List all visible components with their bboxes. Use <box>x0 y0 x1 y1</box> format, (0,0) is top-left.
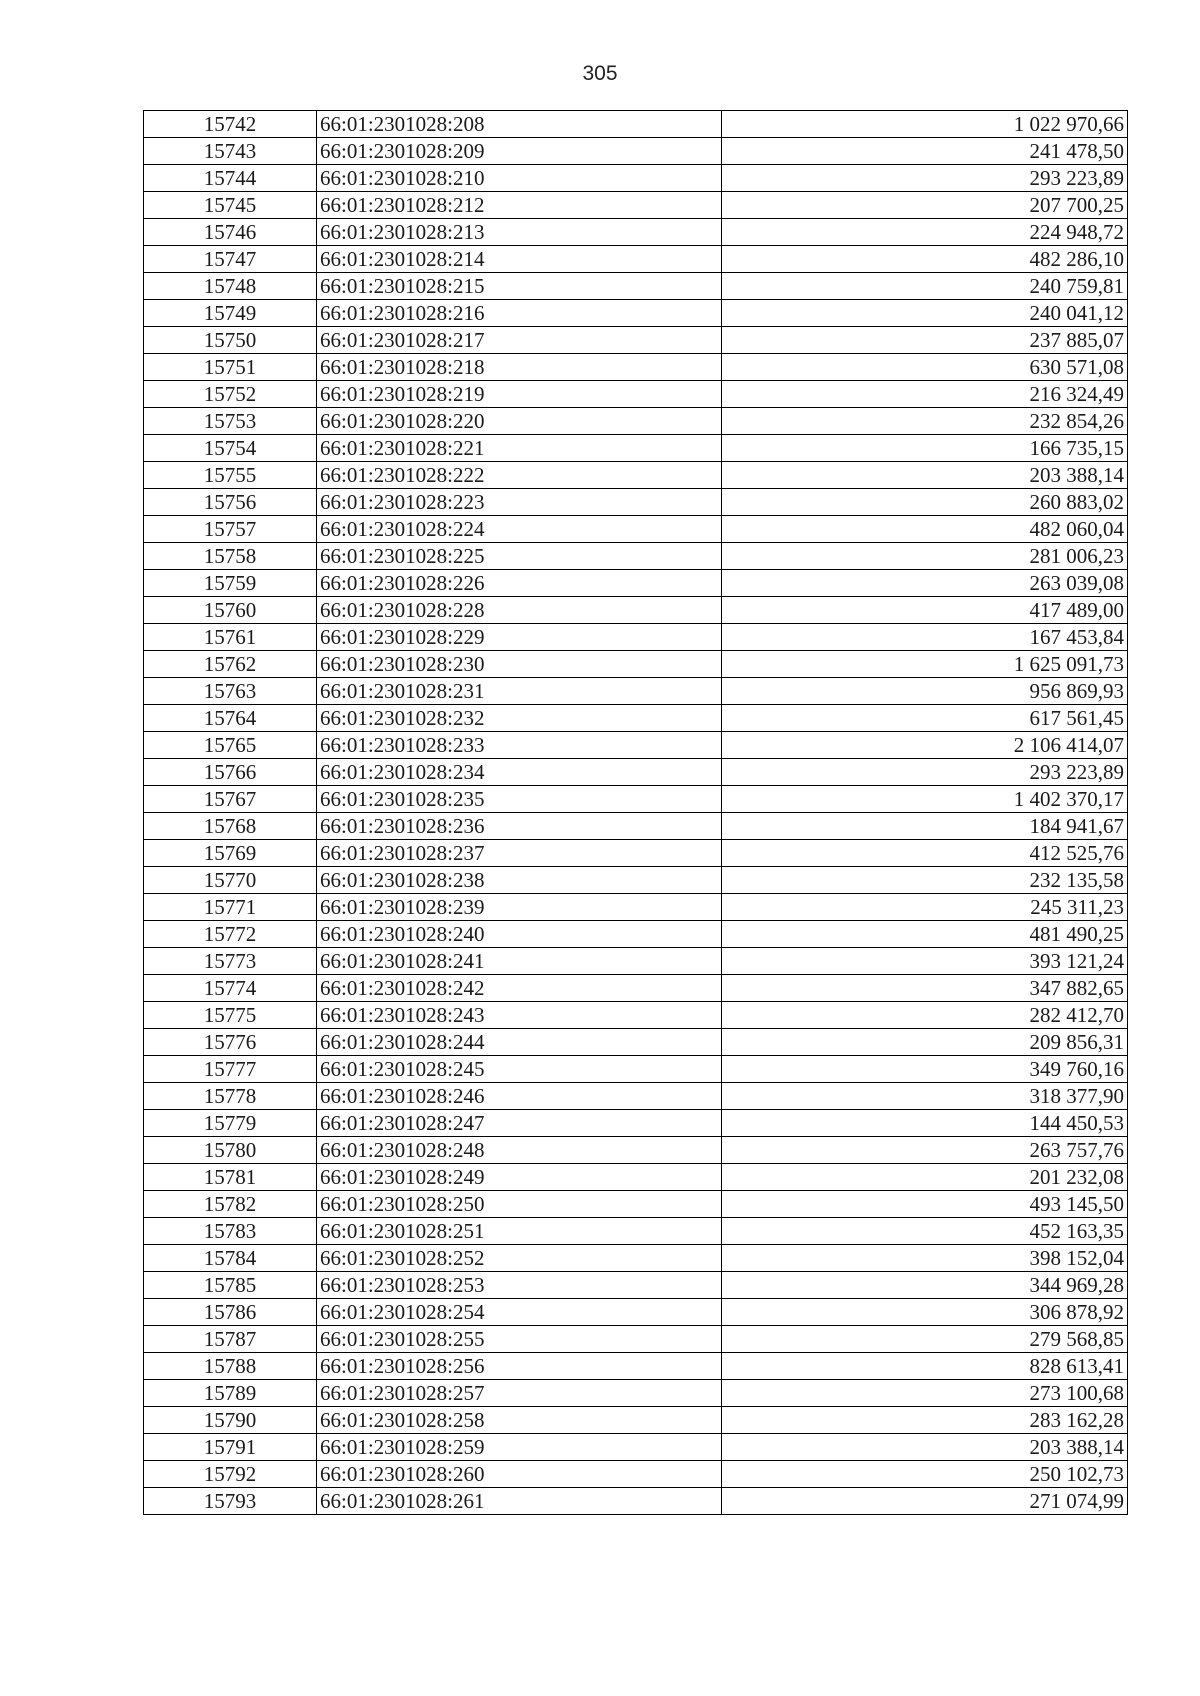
table-row <box>144 651 1128 678</box>
table-row <box>144 894 1128 921</box>
value-cell: 166 735,15 <box>722 435 1128 462</box>
row-number-cell: 15793 <box>144 1488 317 1515</box>
cadastral-number-cell: 66:01:2301028:236 <box>317 813 722 840</box>
table-row <box>144 921 1128 948</box>
table-row <box>144 462 1128 489</box>
row-number-cell: 15781 <box>144 1164 317 1191</box>
row-number-cell: 15769 <box>144 840 317 867</box>
table-row <box>144 354 1128 381</box>
row-number-cell: 15766 <box>144 759 317 786</box>
cadastral-number-cell: 66:01:2301028:260 <box>317 1461 722 1488</box>
cadastral-number-cell: 66:01:2301028:255 <box>317 1326 722 1353</box>
row-number-cell: 15752 <box>144 381 317 408</box>
table-row <box>144 1353 1128 1380</box>
value-cell: 144 450,53 <box>722 1110 1128 1137</box>
table-row <box>144 489 1128 516</box>
row-number-cell: 15779 <box>144 1110 317 1137</box>
value-cell: 482 060,04 <box>722 516 1128 543</box>
row-number-cell: 15748 <box>144 273 317 300</box>
cadastral-number-cell: 66:01:2301028:220 <box>317 408 722 435</box>
value-cell: 318 377,90 <box>722 1083 1128 1110</box>
row-number-cell: 15742 <box>144 111 317 138</box>
cadastral-number-cell: 66:01:2301028:209 <box>317 138 722 165</box>
cadastral-number-cell: 66:01:2301028:238 <box>317 867 722 894</box>
cadastral-number-cell: 66:01:2301028:261 <box>317 1488 722 1515</box>
table-row <box>144 759 1128 786</box>
value-cell: 417 489,00 <box>722 597 1128 624</box>
row-number-cell: 15744 <box>144 165 317 192</box>
table-row <box>144 732 1128 759</box>
cadastral-number-cell: 66:01:2301028:213 <box>317 219 722 246</box>
cadastral-number-cell: 66:01:2301028:223 <box>317 489 722 516</box>
table-row <box>144 867 1128 894</box>
row-number-cell: 15761 <box>144 624 317 651</box>
table-row <box>144 111 1128 138</box>
value-cell: 398 152,04 <box>722 1245 1128 1272</box>
value-cell: 283 162,28 <box>722 1407 1128 1434</box>
row-number-cell: 15782 <box>144 1191 317 1218</box>
table-row <box>144 1218 1128 1245</box>
value-cell: 260 883,02 <box>722 489 1128 516</box>
table-row <box>144 1002 1128 1029</box>
row-number-cell: 15767 <box>144 786 317 813</box>
cadastral-number-cell: 66:01:2301028:225 <box>317 543 722 570</box>
row-number-cell: 15757 <box>144 516 317 543</box>
row-number-cell: 15755 <box>144 462 317 489</box>
cadastral-number-cell: 66:01:2301028:249 <box>317 1164 722 1191</box>
row-number-cell: 15780 <box>144 1137 317 1164</box>
table-row <box>144 138 1128 165</box>
cadastral-number-cell: 66:01:2301028:222 <box>317 462 722 489</box>
table-row <box>144 408 1128 435</box>
cadastral-number-cell: 66:01:2301028:234 <box>317 759 722 786</box>
value-cell: 293 223,89 <box>722 759 1128 786</box>
row-number-cell: 15792 <box>144 1461 317 1488</box>
cadastral-number-cell: 66:01:2301028:244 <box>317 1029 722 1056</box>
value-cell: 207 700,25 <box>722 192 1128 219</box>
table-row <box>144 705 1128 732</box>
cadastral-number-cell: 66:01:2301028:228 <box>317 597 722 624</box>
value-cell: 203 388,14 <box>722 462 1128 489</box>
row-number-cell: 15785 <box>144 1272 317 1299</box>
row-number-cell: 15770 <box>144 867 317 894</box>
row-number-cell: 15777 <box>144 1056 317 1083</box>
value-cell: 201 232,08 <box>722 1164 1128 1191</box>
table-row <box>144 165 1128 192</box>
cadastral-number-cell: 66:01:2301028:214 <box>317 246 722 273</box>
value-cell: 263 757,76 <box>722 1137 1128 1164</box>
value-cell: 263 039,08 <box>722 570 1128 597</box>
cadastral-number-cell: 66:01:2301028:257 <box>317 1380 722 1407</box>
table-row <box>144 1380 1128 1407</box>
table-row <box>144 1110 1128 1137</box>
table-row <box>144 1056 1128 1083</box>
cadastral-number-cell: 66:01:2301028:218 <box>317 354 722 381</box>
value-cell: 630 571,08 <box>722 354 1128 381</box>
table-row <box>144 948 1128 975</box>
value-cell: 412 525,76 <box>722 840 1128 867</box>
cadastral-number-cell: 66:01:2301028:212 <box>317 192 722 219</box>
value-cell: 452 163,35 <box>722 1218 1128 1245</box>
cadastral-number-cell: 66:01:2301028:240 <box>317 921 722 948</box>
cadastral-number-cell: 66:01:2301028:215 <box>317 273 722 300</box>
row-number-cell: 15789 <box>144 1380 317 1407</box>
row-number-cell: 15750 <box>144 327 317 354</box>
table-row <box>144 381 1128 408</box>
value-cell: 203 388,14 <box>722 1434 1128 1461</box>
table-row <box>144 1272 1128 1299</box>
table-row <box>144 1326 1128 1353</box>
value-cell: 216 324,49 <box>722 381 1128 408</box>
table-row <box>144 813 1128 840</box>
cadastral-number-cell: 66:01:2301028:230 <box>317 651 722 678</box>
row-number-cell: 15765 <box>144 732 317 759</box>
table-row <box>144 1029 1128 1056</box>
row-number-cell: 15749 <box>144 300 317 327</box>
value-cell: 279 568,85 <box>722 1326 1128 1353</box>
value-cell: 232 135,58 <box>722 867 1128 894</box>
cadastral-number-cell: 66:01:2301028:250 <box>317 1191 722 1218</box>
value-cell: 956 869,93 <box>722 678 1128 705</box>
table-row <box>144 597 1128 624</box>
row-number-cell: 15783 <box>144 1218 317 1245</box>
table-row <box>144 543 1128 570</box>
value-cell: 224 948,72 <box>722 219 1128 246</box>
value-cell: 281 006,23 <box>722 543 1128 570</box>
value-cell: 349 760,16 <box>722 1056 1128 1083</box>
row-number-cell: 15787 <box>144 1326 317 1353</box>
cadastral-number-cell: 66:01:2301028:239 <box>317 894 722 921</box>
row-number-cell: 15778 <box>144 1083 317 1110</box>
value-cell: 209 856,31 <box>722 1029 1128 1056</box>
row-number-cell: 15771 <box>144 894 317 921</box>
cadastral-number-cell: 66:01:2301028:256 <box>317 1353 722 1380</box>
row-number-cell: 15776 <box>144 1029 317 1056</box>
row-number-cell: 15784 <box>144 1245 317 1272</box>
row-number-cell: 15773 <box>144 948 317 975</box>
row-number-cell: 15791 <box>144 1434 317 1461</box>
cadastral-number-cell: 66:01:2301028:208 <box>317 111 722 138</box>
row-number-cell: 15747 <box>144 246 317 273</box>
table-row <box>144 192 1128 219</box>
value-cell: 232 854,26 <box>722 408 1128 435</box>
table-body <box>144 111 1128 1515</box>
page-number: 305 <box>582 62 618 85</box>
cadastral-number-cell: 66:01:2301028:229 <box>317 624 722 651</box>
cadastral-number-cell: 66:01:2301028:247 <box>317 1110 722 1137</box>
cadastral-number-cell: 66:01:2301028:226 <box>317 570 722 597</box>
row-number-cell: 15758 <box>144 543 317 570</box>
row-number-cell: 15746 <box>144 219 317 246</box>
row-number-cell: 15764 <box>144 705 317 732</box>
row-number-cell: 15760 <box>144 597 317 624</box>
cadastral-number-cell: 66:01:2301028:232 <box>317 705 722 732</box>
table-row <box>144 435 1128 462</box>
table-row <box>144 624 1128 651</box>
cadastral-number-cell: 66:01:2301028:246 <box>317 1083 722 1110</box>
row-number-cell: 15751 <box>144 354 317 381</box>
table-row <box>144 1407 1128 1434</box>
table-row <box>144 1137 1128 1164</box>
value-cell: 241 478,50 <box>722 138 1128 165</box>
value-cell: 393 121,24 <box>722 948 1128 975</box>
value-cell: 282 412,70 <box>722 1002 1128 1029</box>
value-cell: 293 223,89 <box>722 165 1128 192</box>
table-row <box>144 678 1128 705</box>
table-row <box>144 273 1128 300</box>
row-number-cell: 15763 <box>144 678 317 705</box>
row-number-cell: 15753 <box>144 408 317 435</box>
row-number-cell: 15768 <box>144 813 317 840</box>
value-cell: 167 453,84 <box>722 624 1128 651</box>
value-cell: 237 885,07 <box>722 327 1128 354</box>
value-cell: 250 102,73 <box>722 1461 1128 1488</box>
row-number-cell: 15772 <box>144 921 317 948</box>
cadastral-number-cell: 66:01:2301028:251 <box>317 1218 722 1245</box>
value-cell: 1 625 091,73 <box>722 651 1128 678</box>
table-row <box>144 1299 1128 1326</box>
value-cell: 828 613,41 <box>722 1353 1128 1380</box>
cadastral-number-cell: 66:01:2301028:245 <box>317 1056 722 1083</box>
row-number-cell: 15756 <box>144 489 317 516</box>
table-row <box>144 1488 1128 1515</box>
cadastral-number-cell: 66:01:2301028:217 <box>317 327 722 354</box>
table-row <box>144 300 1128 327</box>
table-row <box>144 219 1128 246</box>
table-row <box>144 327 1128 354</box>
value-cell: 482 286,10 <box>722 246 1128 273</box>
cadastral-number-cell: 66:01:2301028:258 <box>317 1407 722 1434</box>
cadastral-number-cell: 66:01:2301028:237 <box>317 840 722 867</box>
table-row <box>144 1191 1128 1218</box>
table-row <box>144 1245 1128 1272</box>
cadastral-number-cell: 66:01:2301028:231 <box>317 678 722 705</box>
value-cell: 240 041,12 <box>722 300 1128 327</box>
value-cell: 344 969,28 <box>722 1272 1128 1299</box>
table-row <box>144 1434 1128 1461</box>
cadastral-number-cell: 66:01:2301028:259 <box>317 1434 722 1461</box>
cadastral-number-cell: 66:01:2301028:248 <box>317 1137 722 1164</box>
cadastral-value-table <box>143 110 1128 1515</box>
cadastral-number-cell: 66:01:2301028:243 <box>317 1002 722 1029</box>
table-row <box>144 516 1128 543</box>
row-number-cell: 15743 <box>144 138 317 165</box>
table-row <box>144 840 1128 867</box>
value-cell: 240 759,81 <box>722 273 1128 300</box>
table-row <box>144 786 1128 813</box>
cadastral-number-cell: 66:01:2301028:254 <box>317 1299 722 1326</box>
value-cell: 306 878,92 <box>722 1299 1128 1326</box>
table-row <box>144 1083 1128 1110</box>
value-cell: 184 941,67 <box>722 813 1128 840</box>
value-cell: 245 311,23 <box>722 894 1128 921</box>
value-cell: 273 100,68 <box>722 1380 1128 1407</box>
table-row <box>144 246 1128 273</box>
table-row <box>144 1164 1128 1191</box>
cadastral-number-cell: 66:01:2301028:219 <box>317 381 722 408</box>
cadastral-number-cell: 66:01:2301028:216 <box>317 300 722 327</box>
row-number-cell: 15745 <box>144 192 317 219</box>
cadastral-number-cell: 66:01:2301028:242 <box>317 975 722 1002</box>
cadastral-number-cell: 66:01:2301028:235 <box>317 786 722 813</box>
value-cell: 2 106 414,07 <box>722 732 1128 759</box>
row-number-cell: 15788 <box>144 1353 317 1380</box>
value-cell: 481 490,25 <box>722 921 1128 948</box>
table-row <box>144 570 1128 597</box>
value-cell: 617 561,45 <box>722 705 1128 732</box>
table-row <box>144 975 1128 1002</box>
row-number-cell: 15754 <box>144 435 317 462</box>
row-number-cell: 15786 <box>144 1299 317 1326</box>
cadastral-number-cell: 66:01:2301028:221 <box>317 435 722 462</box>
cadastral-number-cell: 66:01:2301028:210 <box>317 165 722 192</box>
row-number-cell: 15775 <box>144 1002 317 1029</box>
cadastral-number-cell: 66:01:2301028:224 <box>317 516 722 543</box>
cadastral-number-cell: 66:01:2301028:252 <box>317 1245 722 1272</box>
value-cell: 493 145,50 <box>722 1191 1128 1218</box>
row-number-cell: 15759 <box>144 570 317 597</box>
cadastral-number-cell: 66:01:2301028:241 <box>317 948 722 975</box>
cadastral-number-cell: 66:01:2301028:253 <box>317 1272 722 1299</box>
value-cell: 1 402 370,17 <box>722 786 1128 813</box>
row-number-cell: 15774 <box>144 975 317 1002</box>
cadastral-number-cell: 66:01:2301028:233 <box>317 732 722 759</box>
value-cell: 271 074,99 <box>722 1488 1128 1515</box>
value-cell: 347 882,65 <box>722 975 1128 1002</box>
row-number-cell: 15790 <box>144 1407 317 1434</box>
table-row <box>144 1461 1128 1488</box>
row-number-cell: 15762 <box>144 651 317 678</box>
value-cell: 1 022 970,66 <box>722 111 1128 138</box>
